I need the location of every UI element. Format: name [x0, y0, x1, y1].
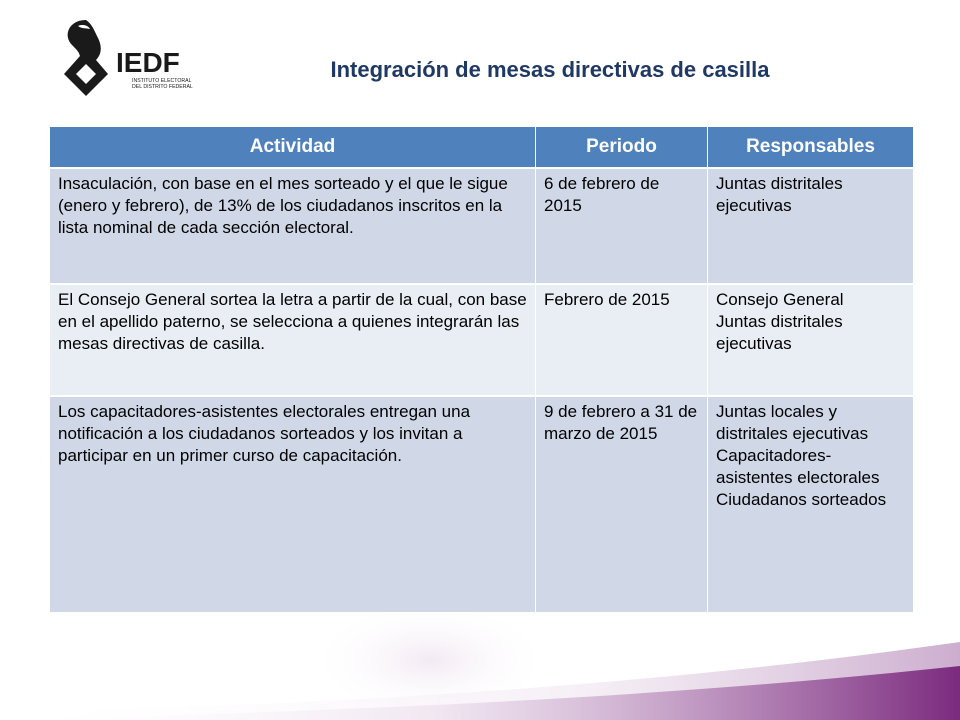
- responsable-item: Juntas distritales ejecutivas: [716, 174, 843, 215]
- cell-responsables: [708, 168, 914, 284]
- table-header-row: [50, 127, 914, 169]
- cell-responsables: [708, 284, 914, 396]
- cell-responsables: [708, 396, 914, 612]
- iedf-logo: [58, 16, 198, 100]
- logo-subtitle-line2: DEL DISTRITO FEDERAL: [132, 84, 193, 90]
- column-header-responsables: Responsables: [708, 127, 914, 169]
- cell-periodo: Febrero de 2015: [536, 284, 708, 396]
- responsable-item: Juntas locales y distritales ejecutivas: [716, 402, 869, 443]
- cell-actividad: Insaculación, con base en el mes sorteado y el que le sigue (enero y febrero), de 13% de los ciudadanos inscritos en la lista nominal de cada sección electoral.: [50, 168, 536, 284]
- column-header-actividad: Actividad: [50, 127, 536, 169]
- cell-periodo: 9 de febrero a 31 de marzo de 2015: [536, 396, 708, 612]
- responsable-item: Capacitadores-asistentes electorales: [716, 446, 880, 487]
- page-title: Integración de mesas directivas de casilla: [330, 57, 770, 82]
- responsable-item: Ciudadanos sorteados: [716, 490, 887, 509]
- table-row: [50, 284, 914, 396]
- responsable-item: Consejo General: [716, 290, 844, 309]
- table-row: [50, 396, 914, 612]
- logo-wordmark: IEDF: [116, 47, 180, 78]
- cell-periodo: 6 de febrero de 2015: [536, 168, 708, 284]
- activities-table: [49, 126, 914, 613]
- cell-actividad: Los capacitadores-asistentes electorales entregan una notificación a los ciudadanos sorteados y los invitan a participar en un primer curso de capacitación.: [50, 396, 536, 612]
- logo-subtitle-line1: INSTITUTO ELECTORAL: [132, 78, 192, 84]
- cell-actividad: El Consejo General sortea la letra a partir de la cual, con base en el apellido paterno, se selecciona a quienes integrarán las mesas directivas de casilla.: [50, 284, 536, 396]
- responsable-item: Juntas distritales ejecutivas: [716, 312, 843, 353]
- table-row: [50, 168, 914, 284]
- column-header-periodo: Periodo: [536, 127, 708, 169]
